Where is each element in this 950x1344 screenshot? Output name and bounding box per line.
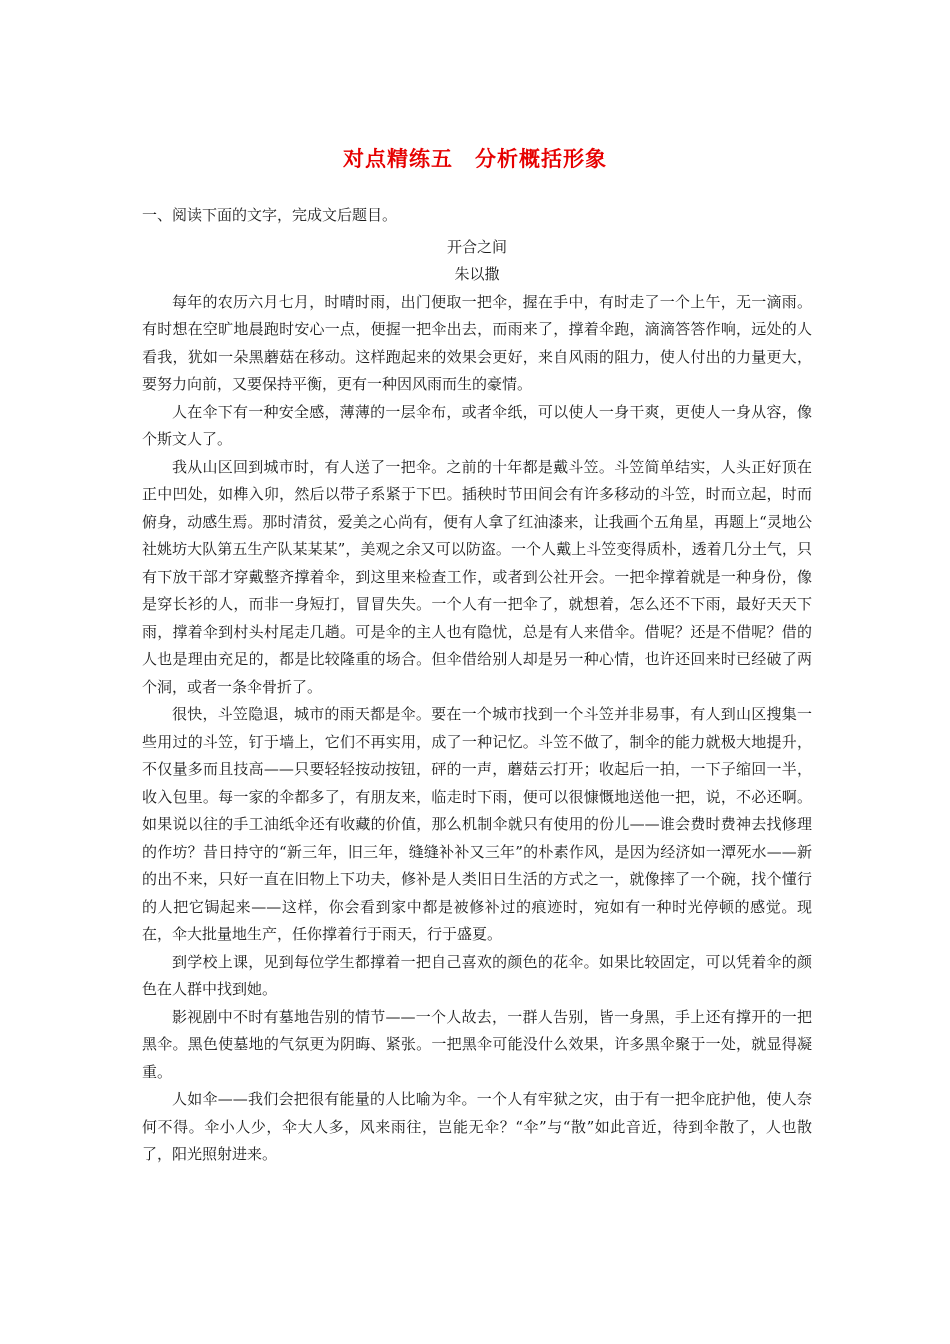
essay-paragraph: 我从山区回到城市时，有人送了一把伞。之前的十年都是戴斗笠。斗笠简单结实，人头正好顶在正中凹处，如榫入卯，然后以带子系紧于下巴。插秧时节田间会有许多移动的斗笠，时而立起，时而俯身，动感生焉。那时清贫，爱美之心尚有，便有人拿了红油漆来，让我画个五角星，再题上“灵地公社姚坊大队第五生产队某某某”，美观之余又可以防盗。一个人戴上斗笠变得质朴，透着几分土气，只有下放干部才穿戴整齐撑着伞，到这里来检查工作，或者到公社开会。一把伞撑着就是一种身份，像是穿长衫的人，而非一身短打，冒冒失失。一个人有一把伞了，就想着，怎么还不下雨，最好天天下雨，撑着伞到村头村尾走几趟。可是伞的主人也有隐忧，总是有人来借伞。借呢？还是不借呢？借的人也是理由充足的，都是比较隆重的场合。但伞借给别人却是另一种心情，也许还回来时已经破了两个洞，或者一条伞骨折了。	[142, 457, 812, 696]
essay-paragraph: 人在伞下有一种安全感，薄薄的一层伞布，或者伞纸，可以使人一身干爽，更使人一身从容，像个斯文人了。	[142, 402, 812, 448]
essay-paragraph: 人如伞——我们会把很有能量的人比喻为伞。一个人有牢狱之灾，由于有一把伞庇护他，使人奈何不得。伞小人少，伞大人多，风来雨往，岂能无伞？“伞”与“散”如此音近，待到伞散了，人也散了，阳光照射进来。	[142, 1090, 812, 1163]
page-title: 对点精练五 分析概括形象	[343, 147, 607, 171]
essay-author: 朱以撒	[454, 265, 500, 283]
document-body	[142, 202, 812, 1169]
essay-paragraph: 很快，斗笠隐退，城市的雨天都是伞。要在一个城市找到一个斗笠并非易事，有人到山区搜集一些用过的斗笠，钉于墙上，它们不再实用，成了一种记忆。斗笠不做了，制伞的能力就极大地提升，不仅量多而且技高——只要轻轻按动按钮，砰的一声，蘑菇云打开；收起后一拍，一下子缩回一半，收入包里。每一家的伞都多了，有朋友来，临走时下雨，便可以很慷慨地送他一把，说，不必还啊。如果说以往的手工油纸伞还有收藏的价值，那么机制伞就只有使用的份儿——谁会费时费神去找修理的作坊？昔日持守的“新三年，旧三年，缝缝补补又三年”的朴素作风，是因为经济如一潭死水——新的出不来，只好一直在旧物上下功夫，修补是人类旧日生活的方式之一，就像摔了一个碗，找个懂行的人把它锔起来——这样，你会看到家中都是被修补过的痕迹时，宛如有一种时光停顿的感觉。现在，伞大批量地生产，任你撑着行于雨天，行于盛夏。	[142, 705, 812, 943]
essay-paragraph: 影视剧中不时有墓地告别的情节——一个人故去，一群人告别，皆一身黑，手上还有撑开的一把黑伞。黑色使墓地的气氛更为阴晦、紧张。一把黑伞可能没什么效果，许多黑伞聚于一处，就显得凝重。	[142, 1007, 812, 1081]
essay-paragraph: 每年的农历六月七月，时晴时雨，出门便取一把伞，握在手中，有时走了一个上午，无一滴雨。有时想在空旷地晨跑时安心一点，便握一把伞出去，而雨来了，撑着伞跑，滴滴答答作响，远处的人看我，犹如一朵黑蘑菇在移动。这样跑起来的效果会更好，来自风雨的阻力，使人付出的力量更大，要努力向前，又要保持平衡，更有一种因风雨而生的豪情。	[142, 292, 812, 393]
essay-title: 开合之间	[446, 237, 507, 256]
question-instruction: 一、阅读下面的文字，完成文后题目。	[142, 206, 398, 224]
essay-paragraph: 到学校上课，见到每位学生都撑着一把自己喜欢的颜色的花伞。如果比较固定，可以凭着伞的颜色在人群中找到她。	[142, 952, 812, 998]
